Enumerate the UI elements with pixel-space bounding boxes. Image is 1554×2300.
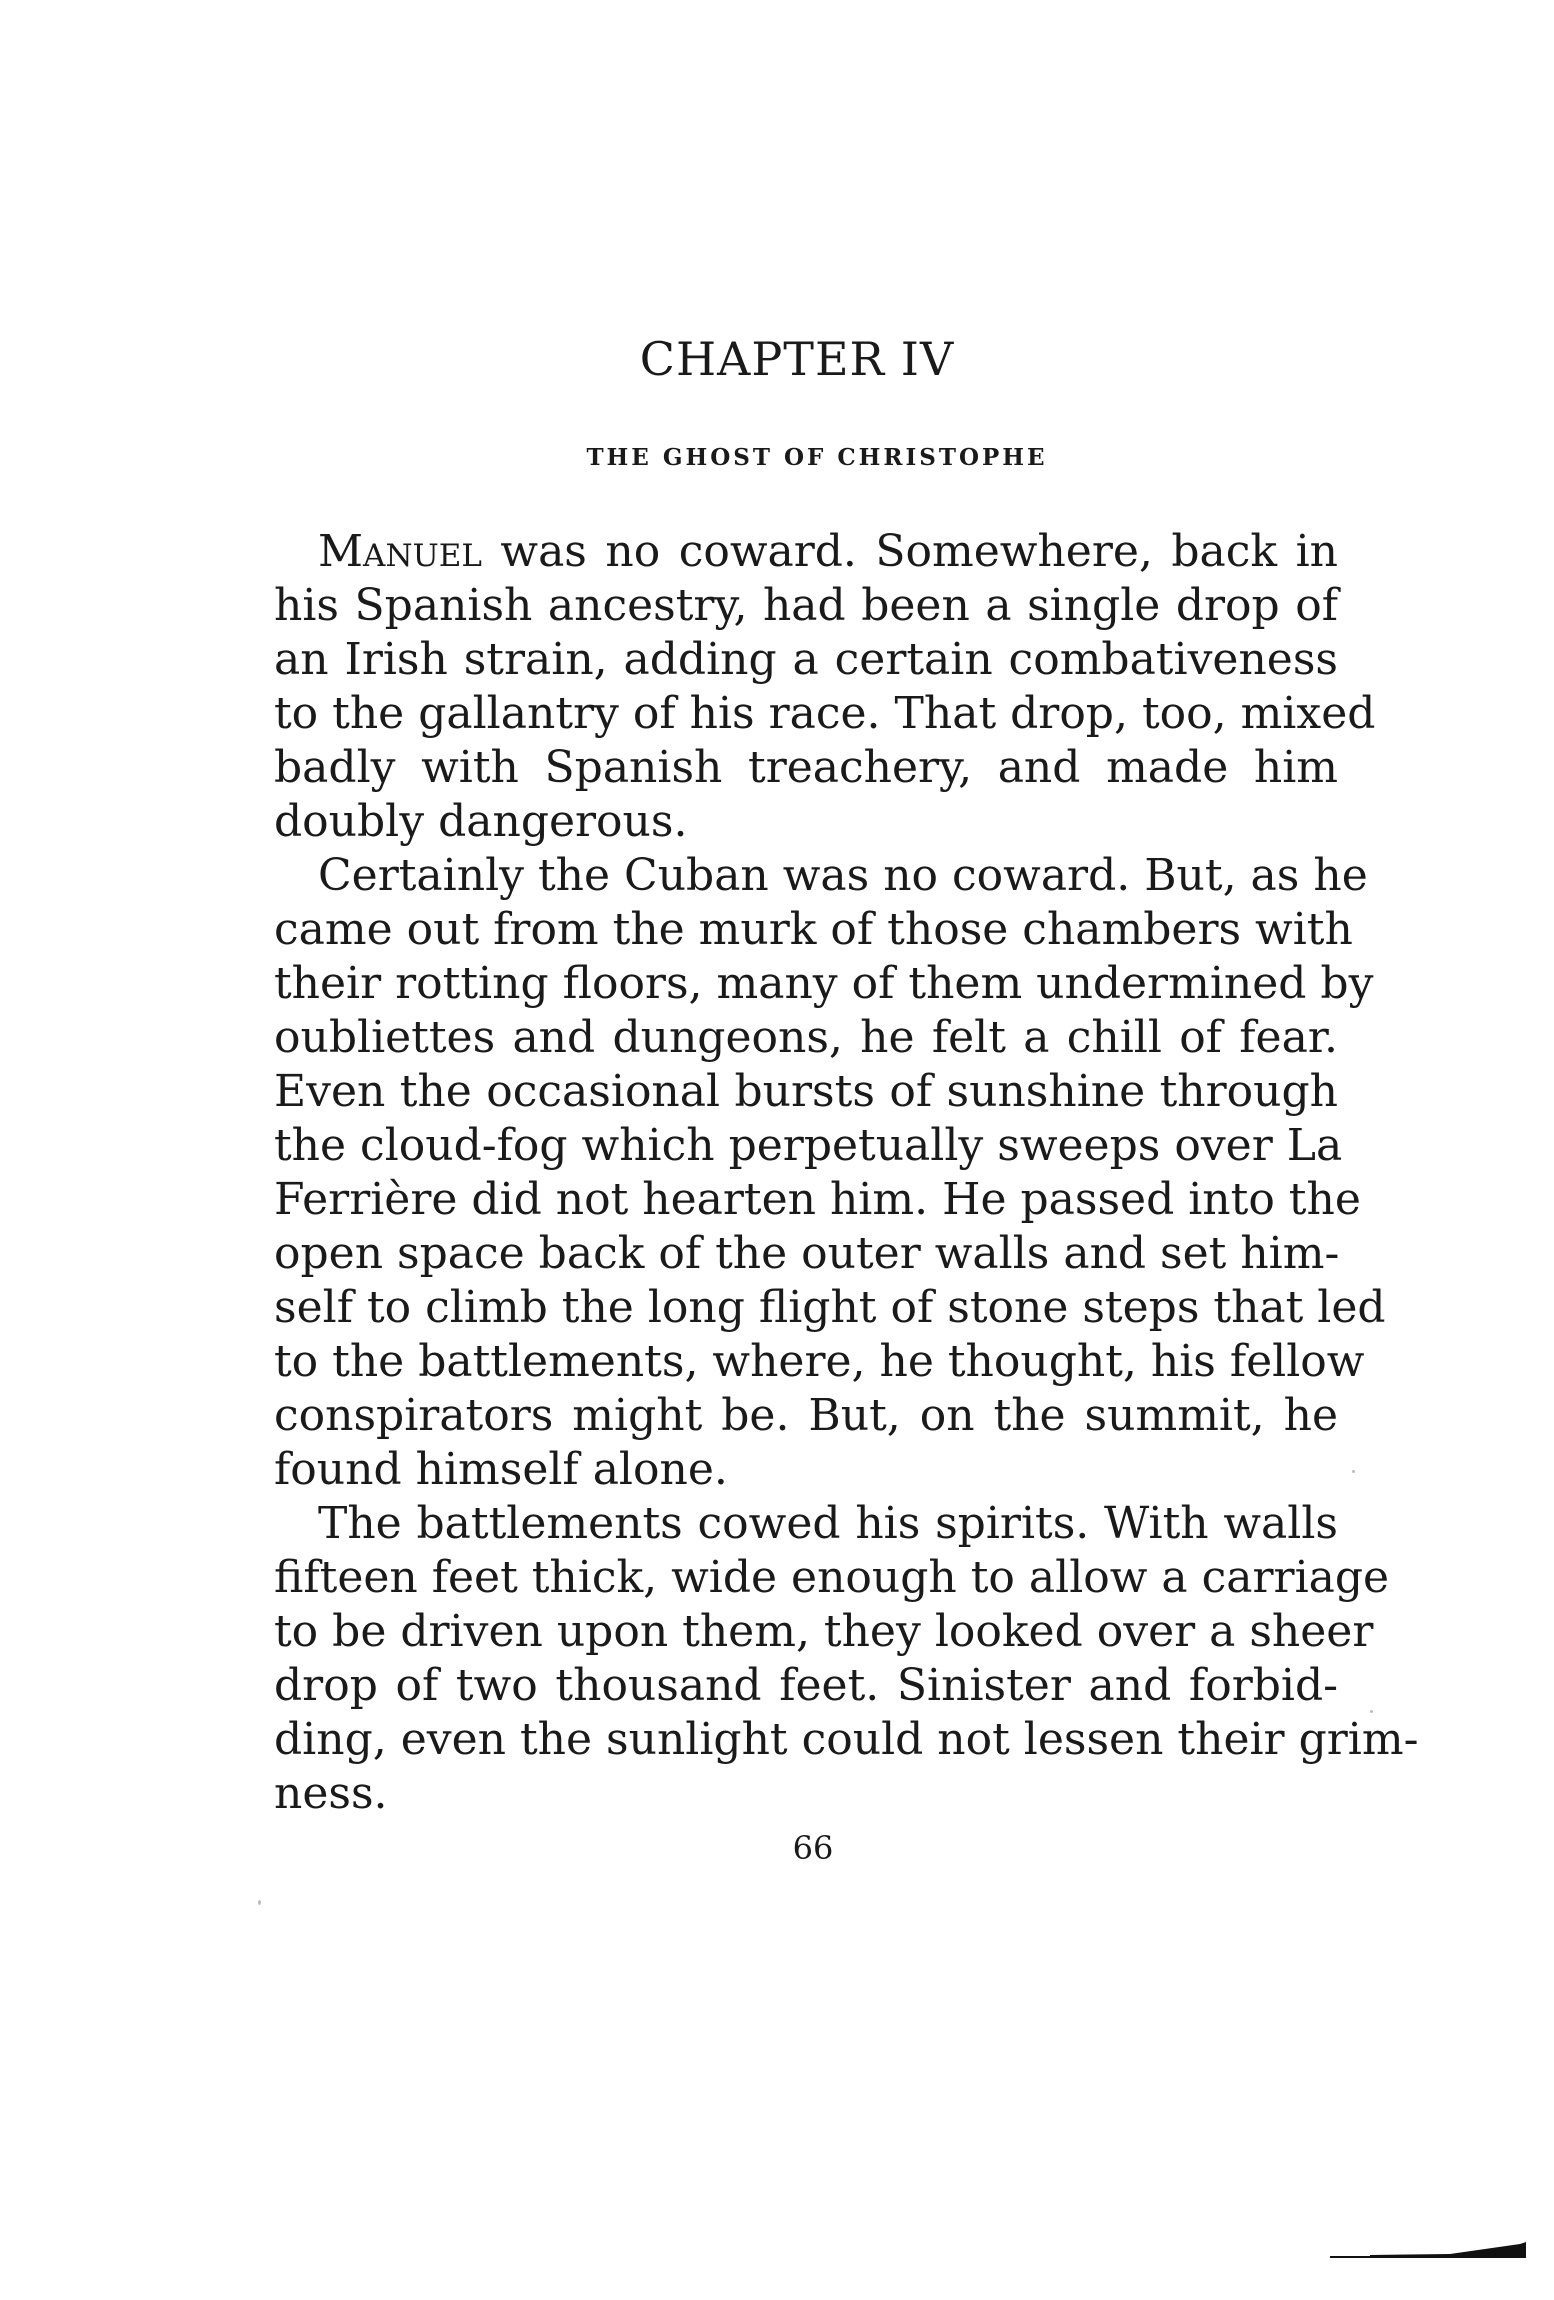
- text-line: to the battlements, where, he thought, his fellow: [274, 1336, 1365, 1387]
- text-line: found himself alone.: [274, 1444, 728, 1495]
- text-line: ness.: [274, 1768, 388, 1819]
- text-line: conspirators might be. But, on the summit, he: [274, 1390, 1338, 1441]
- text-line: his Spanish ancestry, had been a single drop of: [274, 580, 1338, 631]
- page-number: 66: [792, 1829, 834, 1867]
- text-line: fifteen feet thick, wide enough to allow a carriage: [274, 1552, 1390, 1603]
- scan-edge-mark: [1330, 2236, 1530, 2266]
- text-line: came out from the murk of those chambers with: [274, 904, 1353, 955]
- text-line: to the gallantry of his race. That drop, too, mixed: [274, 688, 1376, 739]
- body-text: [274, 525, 1419, 1821]
- text-line: Certainly the Cuban was no coward. But, as he: [318, 850, 1368, 901]
- text-line: Ferrière did not hearten him. He passed into the: [274, 1174, 1361, 1225]
- text-line: open space back of the outer walls and set him-: [274, 1228, 1340, 1279]
- text-line: drop of two thousand feet. Sinister and forbid-: [274, 1660, 1338, 1711]
- chapter-title: CHAPTER IV: [639, 332, 955, 386]
- text-line: the cloud-fog which perpetually sweeps over La: [274, 1120, 1343, 1171]
- chapter-subtitle: THE GHOST OF CHRISTOPHE: [586, 444, 1048, 471]
- text-line: their rotting floors, many of them undermined by: [274, 958, 1374, 1009]
- scan-speck: [1370, 1710, 1373, 1713]
- text-line: an Irish strain, adding a certain combativeness: [274, 634, 1338, 685]
- text-line: oubliettes and dungeons, he felt a chill of fear.: [274, 1012, 1338, 1063]
- text-line: to be driven upon them, they looked over a sheer: [274, 1606, 1374, 1657]
- text-line: badly with Spanish treachery, and made him: [274, 742, 1338, 793]
- text-line: self to climb the long flight of stone steps that led: [274, 1282, 1386, 1333]
- text-line: The battlements cowed his spirits. With walls: [318, 1498, 1338, 1549]
- opening-word: Manuel: [318, 526, 482, 577]
- text-line: doubly dangerous.: [274, 796, 688, 847]
- scan-speck: [258, 1900, 261, 1905]
- scan-speck: [1352, 1470, 1355, 1473]
- text-line: ding, even the sunlight could not lessen their grim-: [274, 1714, 1419, 1765]
- text-line: Manuel was no coward. Somewhere, back in: [318, 526, 1338, 577]
- text-line: Even the occasional bursts of sunshine through: [274, 1066, 1338, 1117]
